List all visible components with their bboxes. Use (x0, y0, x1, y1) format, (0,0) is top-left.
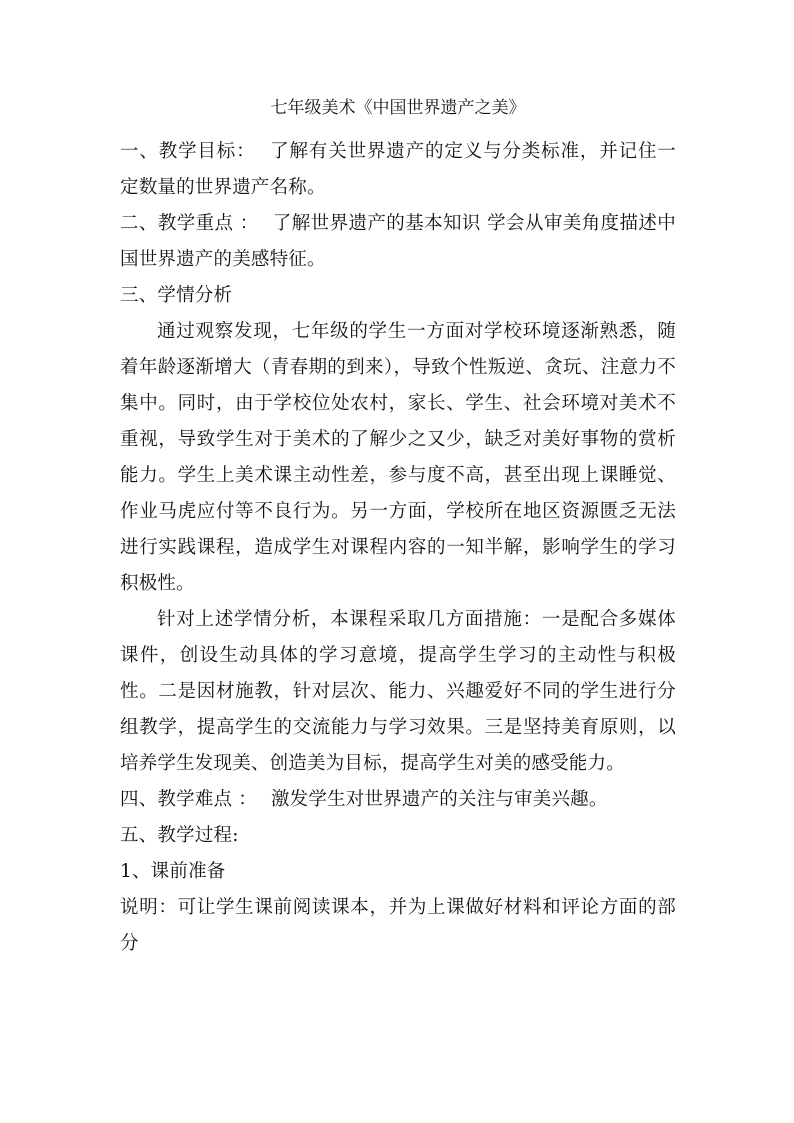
teaching-difficulty-text: 激发学生对世界遗产的关注与审美兴趣。 (270, 789, 608, 810)
analysis-paragraph-1: 通过观察发现，七年级的学生一方面对学校环境逐渐熟悉，随着年龄逐渐增大（青春期的到来），导致个性叛逆、贪玩、注意力不集中。同时，由于学校位处农村，家长、学生、社会环境对美术不重视，导致学生对于美术的了解少之又少，缺乏对美好事物的赏析能力。学生上美术课主动性差，参与度不高，甚至出现上课睡觉、作业马虎应付等不良行为。另一方面，学校所在地区资源匮乏无法进行实践课程，造成学生对课程内容的一知半解，影响学生的学习积极性。 (120, 321, 676, 594)
document-title: 七年级美术《中国世界遗产之美》 (270, 98, 526, 118)
teaching-focus-label: 二、教学重点 ： (120, 213, 259, 234)
teaching-goal-label: 一、教学目标： (120, 141, 256, 162)
step1-text: 说明：可让学生课前阅读课本，并为上课做好材料和评论方面的部分 (120, 897, 676, 954)
analysis-heading: 三、学情分析 (120, 285, 233, 306)
teaching-difficulty (120, 782, 676, 818)
teaching-goal-text: 了解有关世界遗产的定义与分类标准，并记住一定数量的世界遗产名称。 (120, 141, 676, 198)
teaching-focus-text: 了解世界遗产的基本知识 学会从审美角度描述中国世界遗产的美感特征。 (120, 213, 676, 270)
teaching-goal (120, 134, 676, 206)
teaching-focus (120, 206, 676, 278)
teaching-difficulty-label: 四、教学难点 ： (120, 789, 257, 810)
analysis-paragraph-2: 针对上述学情分析，本课程采取几方面措施：一是配合多媒体课件，创设生动具体的学习意境，提高学生学习的主动性与积极性。二是因材施教，针对层次、能力、兴趣爱好不同的学生进行分组教学，提高学生的交流能力与学习效果。三是坚持美育原则，以培养学生发现美、创造美为目标，提高学生对美的感受能力。 (120, 609, 676, 774)
step1-heading: 1、课前准备 (120, 861, 226, 882)
document-page (120, 96, 676, 962)
process-heading: 五、教学过程: (120, 825, 239, 846)
